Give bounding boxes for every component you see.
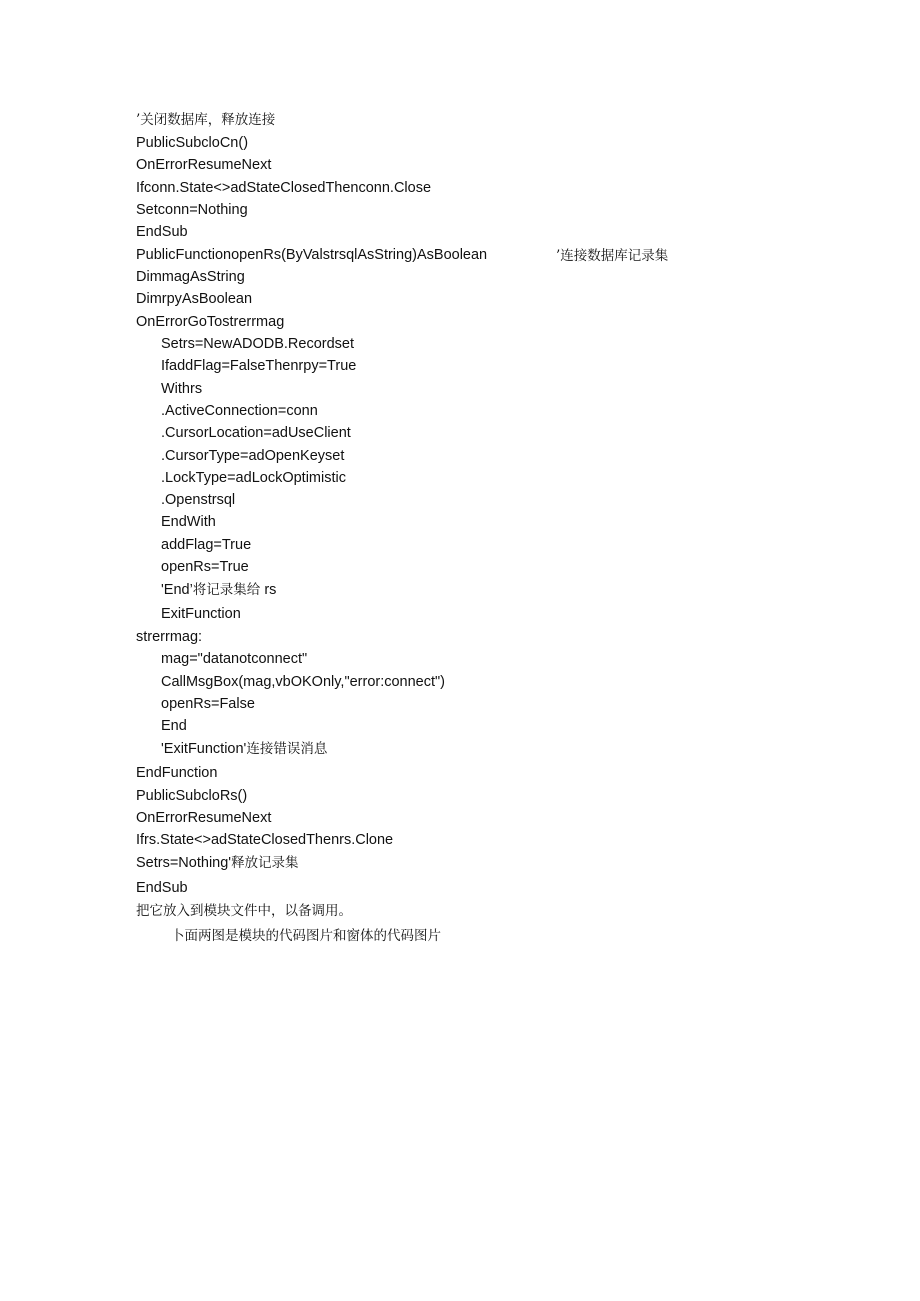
- code-line: End: [161, 718, 187, 734]
- code-line: PublicFunctionopenRs(ByValstrsqlAsString)AsBoolean: [136, 247, 488, 263]
- code-line: CallMsgBox(mag,vbOKOnly,"error:connect"): [161, 674, 446, 690]
- code-line: Ifconn.State<>adStateClosedThenconn.Close: [136, 180, 432, 196]
- code-line: OnErrorResumeNext: [136, 157, 272, 173]
- code-part: 'End’: [161, 582, 193, 598]
- code-line: PublicSubcloCn(): [136, 135, 249, 151]
- code-line: PublicSubcloRs(): [136, 788, 248, 804]
- code-line: .CursorLocation=adUseClient: [161, 425, 351, 441]
- body-paragraph: 把它放入到模块文件中，以备调用。: [136, 903, 352, 919]
- code-line: EndSub: [136, 224, 188, 240]
- code-line: DimrpyAsBoolean: [136, 291, 253, 307]
- code-line: Setrs=NewADODB.Recordset: [161, 336, 354, 352]
- code-line: openRs=False: [161, 696, 255, 712]
- code-line: Withrs: [161, 381, 203, 397]
- code-line: mag="datanotconnect": [161, 651, 308, 667]
- code-part: rs: [260, 582, 277, 598]
- code-line: EndWith: [161, 514, 216, 530]
- code-line: .LockType=adLockOptimistic: [161, 470, 346, 486]
- code-line: .ActiveConnection=conn: [161, 403, 318, 419]
- code-line: EndFunction: [136, 765, 218, 781]
- comment-part: 将记录集给: [192, 582, 261, 598]
- code-line: OnErrorGoTostrerrmag: [136, 314, 285, 330]
- comment-part: 连接错误消息: [246, 741, 328, 757]
- code-line: openRs=True: [161, 559, 249, 575]
- code-line: IfaddFlag=FalseThenrpy=True: [161, 358, 357, 374]
- code-line: EndSub: [136, 880, 188, 896]
- code-label: strerrmag:: [136, 629, 203, 645]
- code-line: .Openstrsql: [161, 492, 236, 508]
- code-line: Ifrs.State<>adStateClosedThenrs.Clone: [136, 832, 394, 848]
- code-line: ExitFunction: [161, 606, 241, 622]
- code-line-with-comment: [161, 739, 327, 759]
- code-part: Setrs=Nothing': [136, 855, 232, 871]
- code-line-with-comment: [161, 580, 276, 600]
- comment-part: 释放记录集: [231, 855, 299, 871]
- code-line-with-comment: [136, 853, 299, 873]
- comment-close-db: ’关闭数据库，释放连接: [136, 112, 276, 128]
- code-part: 'ExitFunction': [161, 741, 247, 757]
- body-paragraph: 卜面两图是模块的代码图片和窗体的代码图片: [171, 928, 441, 944]
- code-line: addFlag=True: [161, 537, 252, 553]
- code-line: .CursorType=adOpenKeyset: [161, 448, 345, 464]
- code-line: DimmagAsString: [136, 269, 245, 285]
- code-line: Setconn=Nothing: [136, 202, 248, 218]
- comment-open-recordset: ’连接数据库记录集: [556, 248, 669, 264]
- code-line: OnErrorResumeNext: [136, 810, 272, 826]
